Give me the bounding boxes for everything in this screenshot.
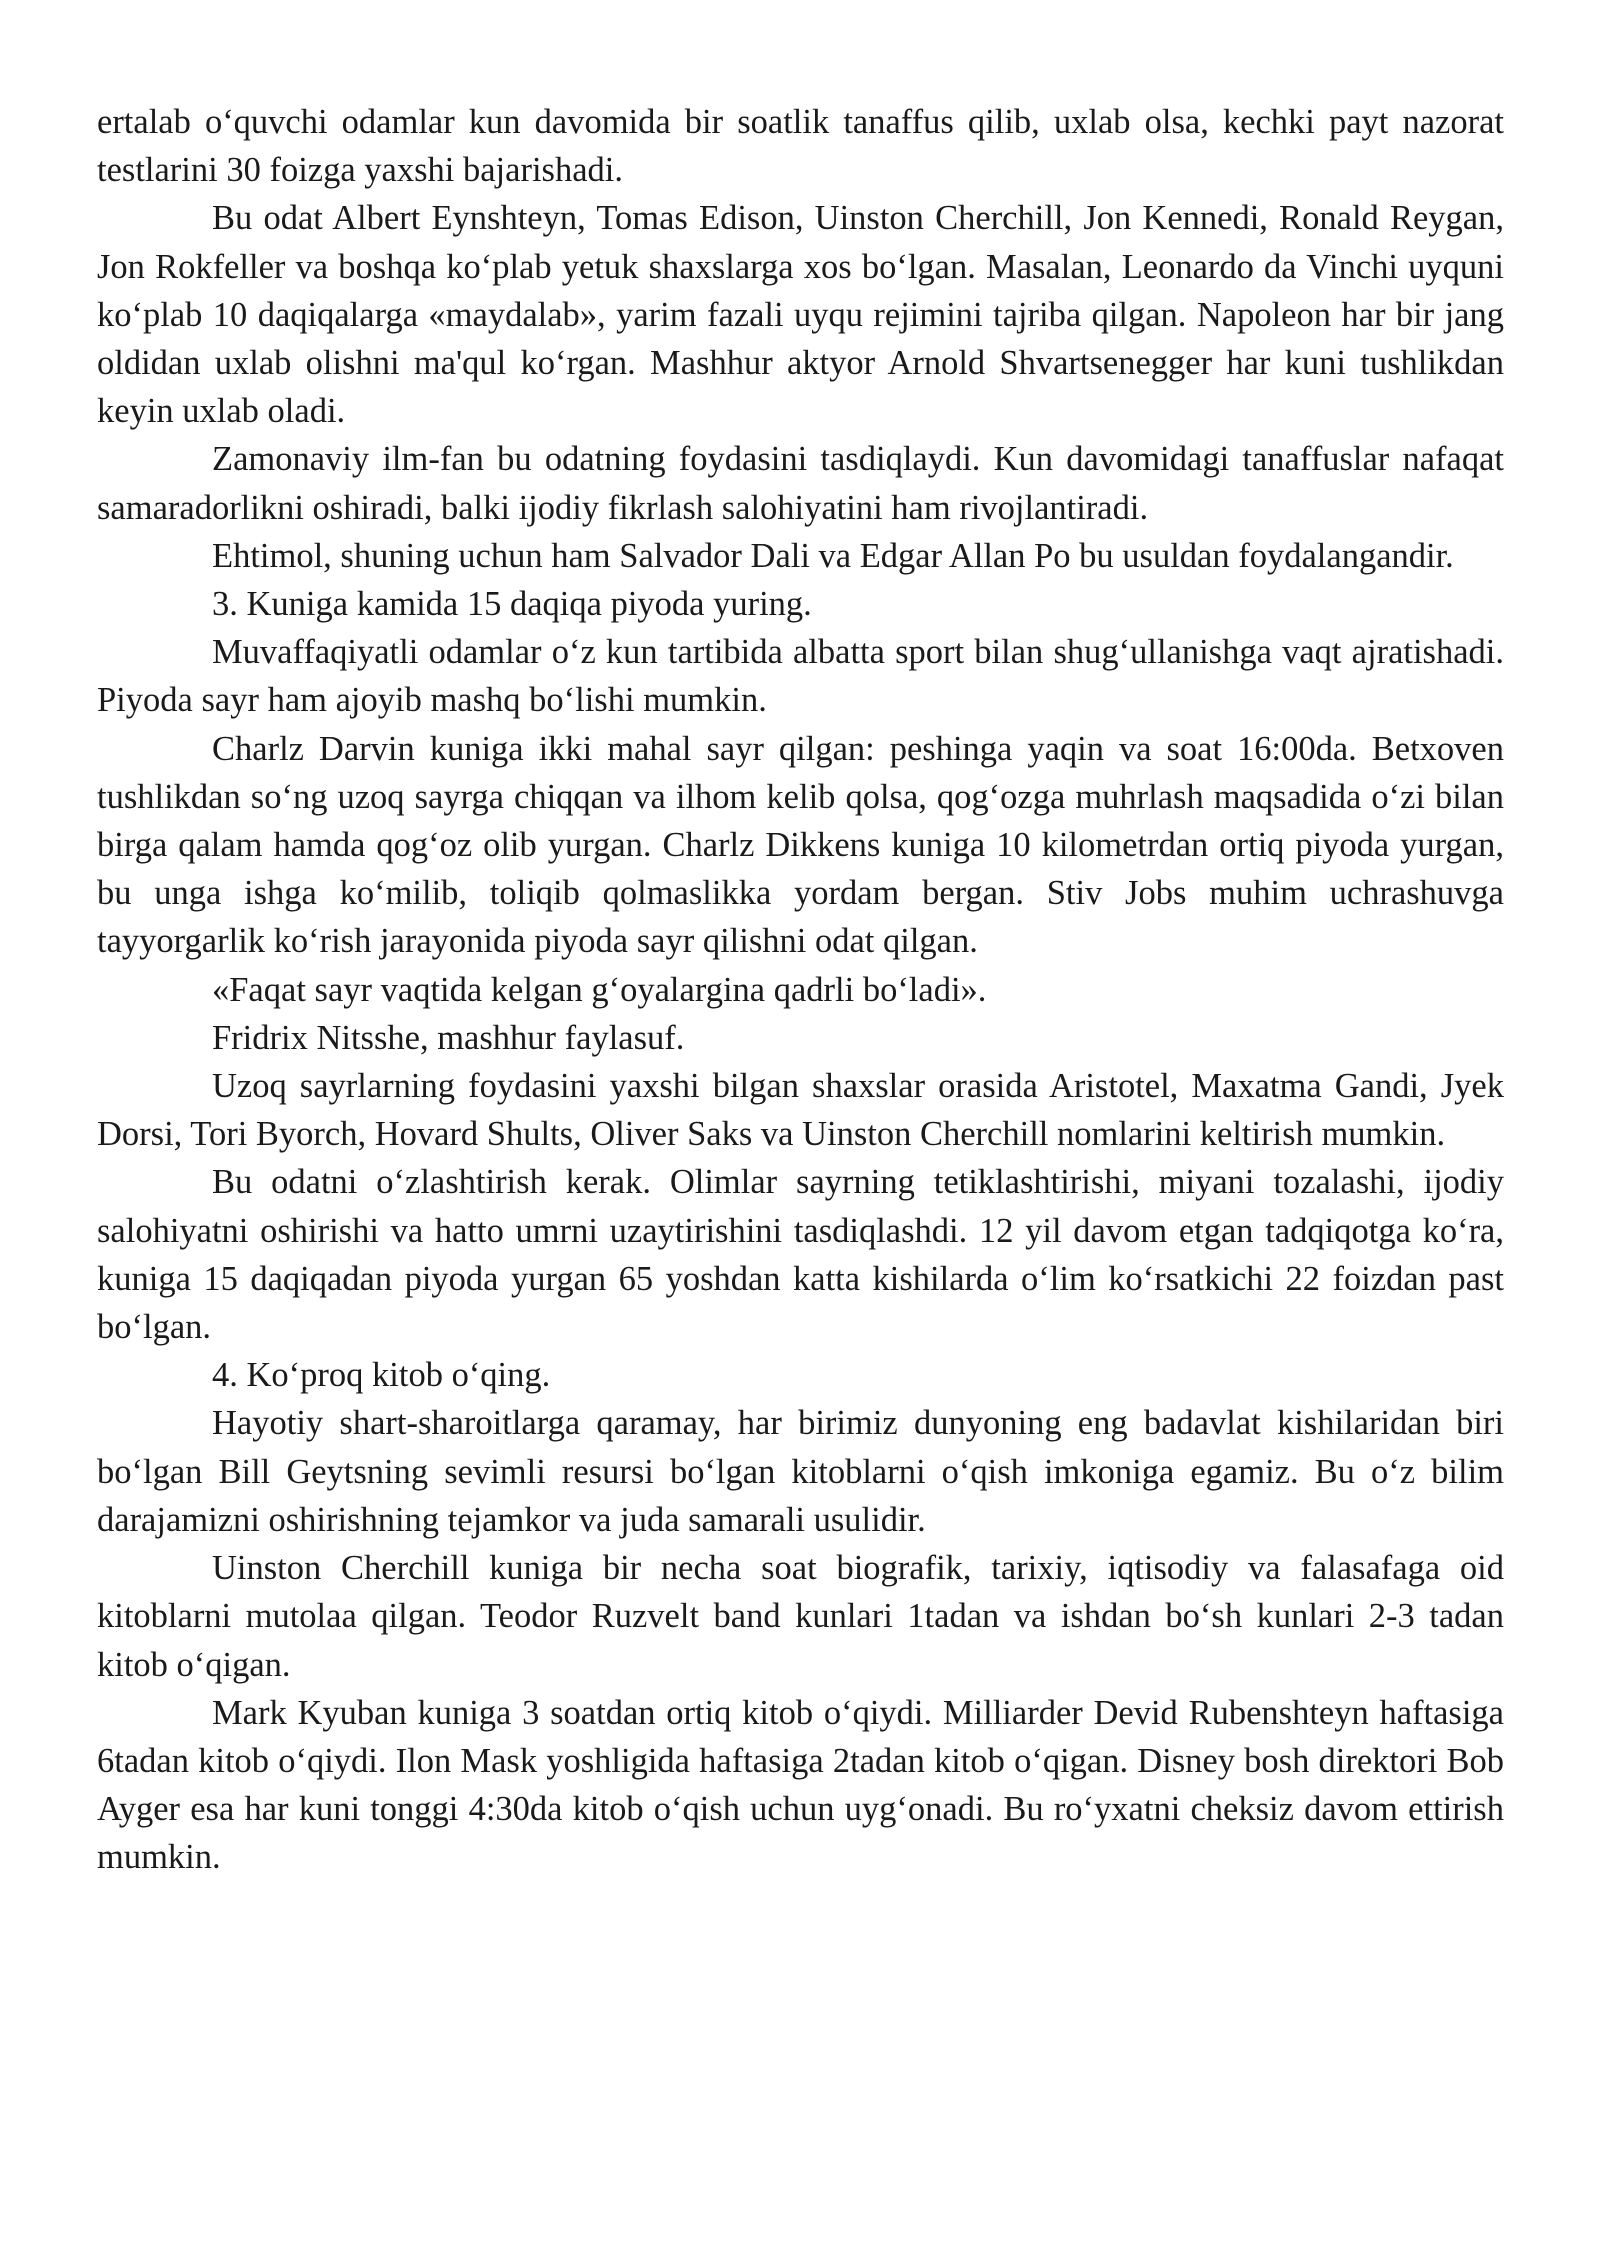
paragraph-sport-time: Muvaffaqiyatli odamlar o‘z kun tartibida albatta sport bilan shug‘ullanishga vaqt ajratishadi. Piyoda sayr ham ajoyib mashq bo‘lishi mumkin. (97, 633, 1504, 720)
paragraph-famous-walkers: Charlz Darvin kuniga ikki mahal sayr qilgan: peshinga yaqin va soat 16:00da. Betxoven tushlikdan so‘ng uzoq sayrga chiqqan va ilhom kelib qolsa, qog‘ozga muhrlash maqsadida o‘zi bilan birga qalam hamda qog‘oz olib yurgan. Charlz Dikkens kuniga 10 kilometrdan ortiq piyoda yurgan, bu unga ishga ko‘milib, toliqib qolmaslikka yordam bergan. Stiv Jobs muhim uchrashuvga tayyorgarlik ko‘rish jarayonida piyoda sayr qilishni odat qilgan. (97, 729, 1504, 961)
quote-nietzsche: «Faqat sayr vaqtida kelgan g‘oyalargina qadrli bo‘ladi». (212, 970, 987, 1009)
paragraph-famous-readers: Mark Kyuban kuniga 3 soatdan ortiq kitob o‘qiydi. Milliarder Devid Rubenshteyn haftasiga 6tadan kitob o‘qiydi. Ilon Mask yoshligida haftasiga 2tadan kitob o‘qigan. Disney bosh direktori Bob Ayger esa har kuni tonggi 4:30da kitob o‘qish uchun uyg‘onadi. Bu ro‘yxatni cheksiz davom ettirish mumkin. (97, 1693, 1504, 1877)
heading-walk-daily: 3. Kuniga kamida 15 daqiqa piyoda yuring. (212, 585, 812, 624)
paragraph-churchill-roosevelt: Uinston Cherchill kuniga bir necha soat biografik, tarixiy, iqtisodiy va falasafaga oid kitoblarni mutolaa qilgan. Teodor Ruzvelt band kunlari 1tadan va ishdan bo‘sh kunlari 2-3 tadan kitob o‘qigan. (97, 1549, 1504, 1684)
paragraph-continuation: ertalab o‘quvchi odamlar kun davomida bir soatlik tanaffus qilib, uxlab olsa, kechki payt nazorat testlarini 30 foizga yaxshi bajarishadi. (97, 103, 1504, 190)
quote-attribution: Fridrix Nitsshe, mashhur faylasuf. (212, 1018, 685, 1057)
paragraph-long-walks: Uzoq sayrlarning foydasini yaxshi bilgan shaxslar orasida Aristotel, Maxatma Gandi, Jyek Dorsi, Tori Byorch, Hovard Shults, Oliver Saks va Uinston Cherchill nomlarini keltirish mumkin. (97, 1067, 1504, 1154)
paragraph-walking-research: Bu odatni o‘zlashtirish kerak. Olimlar sayrning tetiklashtirishi, miyani tozalashi, ijodiy salohiyatni oshirishi va hatto umrni uzaytirishini tasdiqlashdi. 12 yil davom etgan tadqiqotga ko‘ra, kuniga 15 daqiqadan piyoda yurgan 65 yoshdan katta kishilarda o‘lim ko‘rsatkichi 22 foizdan past bo‘lgan. (97, 1163, 1504, 1347)
heading-read-more: 4. Ko‘proq kitob o‘qing. (212, 1356, 551, 1395)
paragraph-famous-nappers: Bu odat Albert Eynshteyn, Tomas Edison, Uinston Cherchill, Jon Kennedi, Ronald Reygan, Jon Rokfeller va boshqa ko‘plab yetuk shaxslarga xos bo‘lgan. Masalan, Leonardo da Vinchi uyquni ko‘plab 10 daqiqalarga «maydalab», yarim fazali uyqu rejimini tajriba qilgan. Napoleon har bir jang oldidan uxlab olishni ma'qul ko‘rgan. Mashhur aktyor Arnold Shvartsenegger har kuni tushlikdan keyin uxlab oladi. (97, 199, 1504, 431)
document-body (97, 98, 1504, 1882)
paragraph-modern-science: Zamonaviy ilm-fan bu odatning foydasini tasdiqlaydi. Kun davomidagi tanaffuslar nafaqat samaradorlikni oshiradi, balki ijodiy fikrlash salohiyatini ham rivojlantiradi. (97, 440, 1504, 527)
paragraph-dali-poe: Ehtimol, shuning uchun ham Salvador Dali va Edgar Allan Po bu usuldan foydalangandir. (212, 536, 1454, 575)
paragraph-bill-gates: Hayotiy shart-sharoitlarga qaramay, har birimiz dunyoning eng badavlat kishilaridan biri bo‘lgan Bill Geytsning sevimli resursi bo‘lgan kitoblarni o‘qish imkoniga egamiz. Bu o‘z bilim darajamizni oshirishning tejamkor va juda samarali usulidir. (97, 1404, 1504, 1539)
